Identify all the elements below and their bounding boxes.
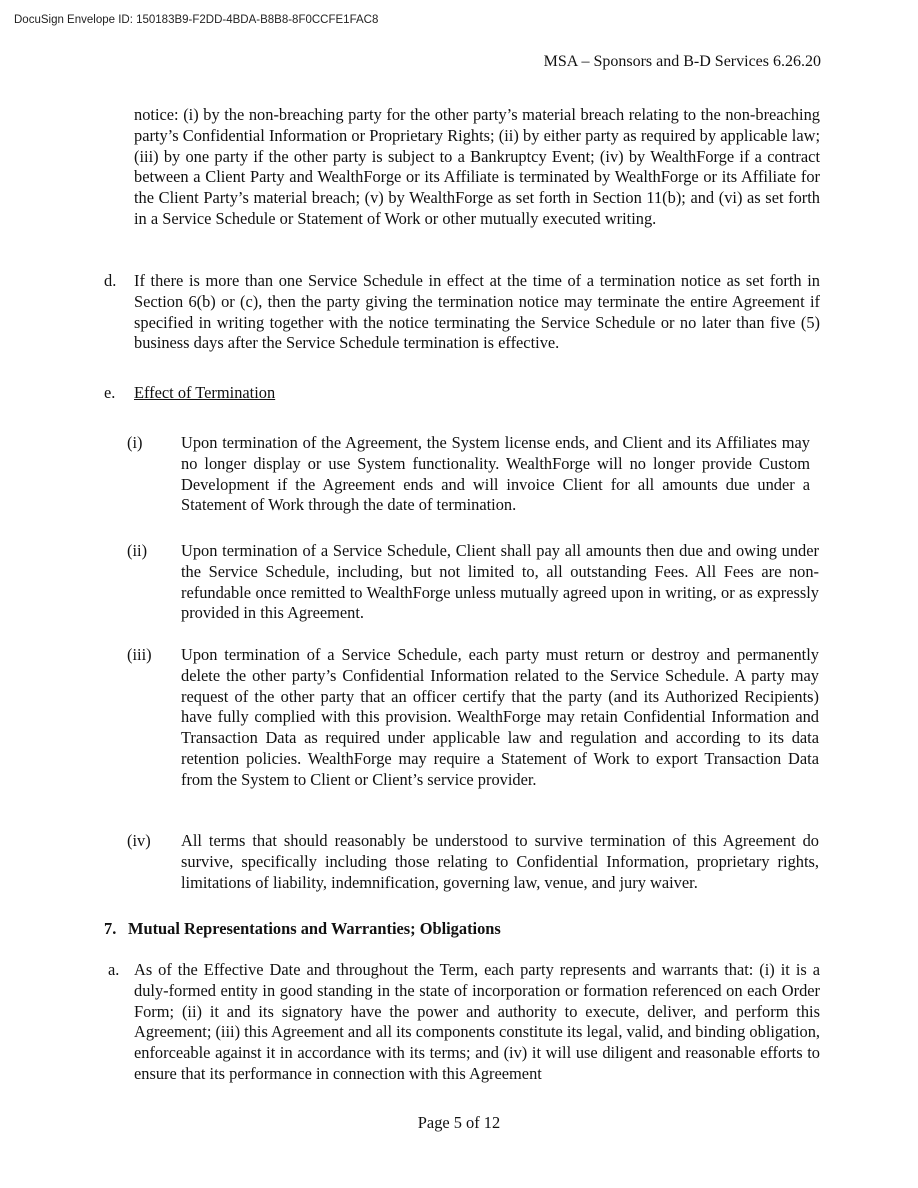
section-7-number: 7.: [104, 919, 117, 938]
subitem-iii-text: Upon termination of a Service Schedule, each party must return or destroy and permanently delete the other party’s Confidential Information related to the Service Schedule. A party may request of the other party that an officer certify that the party (and its Authorized Recipients) have fully complied with this provision. WealthForge may retain Confidential Information and Transaction Data as required under applicable law and regulation and according to its data retention policies. WealthForge may require a Statement of Work to export Transaction Data from the System to Client or Client’s service provider.: [181, 645, 819, 789]
subitem-iv-text: All terms that should reasonably be understood to survive termination of this Agreement do survive, specifically including those relating to Confidential Information, proprietary rights, limitations of liability, indemnification, governing law, venue, and jury waiver.: [181, 831, 819, 892]
subitem-i-marker: (i): [127, 433, 143, 452]
page-number: Page 5 of 12: [417, 1113, 501, 1132]
item-d-marker: d.: [104, 271, 117, 290]
item-7a-text: As of the Effective Date and throughout the Term, each party represents and warrants that: (i) it is a duly-formed entity in good standing in the state of incorporation or formation referenced on each Order Form; (ii) it and its signatory have the power and authority to execute, deliver, and perform this Agreement; (iii) this Agreement and all its components constitute its legal, valid, and binding obligation, enforceable against it in accordance with its terms; and (iv) it will use diligent and reasonable efforts to ensure that its performance in connection with this Agreement: [134, 960, 820, 1083]
section-7-heading: [104, 919, 501, 940]
item-d-text: If there is more than one Service Schedule in effect at the time of a termination notice as set forth in Section 6(b) or (c), then the party giving the termination notice may terminate the entire Agreement if specified in writing together with the notice terminating the Service Schedule or no later than five (5) business days after the Service Schedule termination is effective.: [134, 271, 820, 353]
item-e-marker: e.: [104, 383, 116, 402]
docusign-envelope-id: DocuSign Envelope ID: 150183B9-F2DD-4BDA-B8B8-8F0CCFE1FAC8: [14, 14, 379, 26]
subitem-ii-text: Upon termination of a Service Schedule, Client shall pay all amounts then due and owing under the Service Schedule, including, but not limited to, all outstanding Fees. All Fees are non-refundable once remitted to WealthForge unless mutually agreed upon in writing, or as expressly provided in this Agreement.: [181, 541, 819, 623]
section-7-title: Mutual Representations and Warranties; Obligations: [128, 919, 501, 938]
item-7a-marker: a.: [108, 960, 120, 979]
subitem-iv-marker: (iv): [127, 831, 151, 850]
item-e-title: Effect of Termination: [134, 383, 276, 402]
subitem-i-text: Upon termination of the Agreement, the System license ends, and Client and its Affiliates may no longer display or use System functionality. WealthForge will no longer provide Custom Development if the Agreement ends and will invoice Client for all amounts due under a Statement of Work through the date of termination.: [181, 433, 810, 515]
subitem-ii-marker: (ii): [127, 541, 148, 560]
document-header: MSA – Sponsors and B-D Services 6.26.20: [543, 53, 821, 70]
item-c-continued: notice: (i) by the non-breaching party for the other party’s material breach relating to the non-breaching party’s Confidential Information or Proprietary Rights; (ii) by either party as required by applicable law; (iii) by one party if the other party is subject to a Bankruptcy Event; (iv) by WealthForge if a contract between a Client Party and WealthForge or its Affiliate is terminated by WealthForge or its Affiliate for the Client Party’s material breach; (v) by WealthForge as set forth in Section 11(b); and (vi) as set forth in a Service Schedule or Statement of Work or other mutually executed writing.: [134, 105, 820, 228]
subitem-iii-marker: (iii): [127, 645, 152, 664]
